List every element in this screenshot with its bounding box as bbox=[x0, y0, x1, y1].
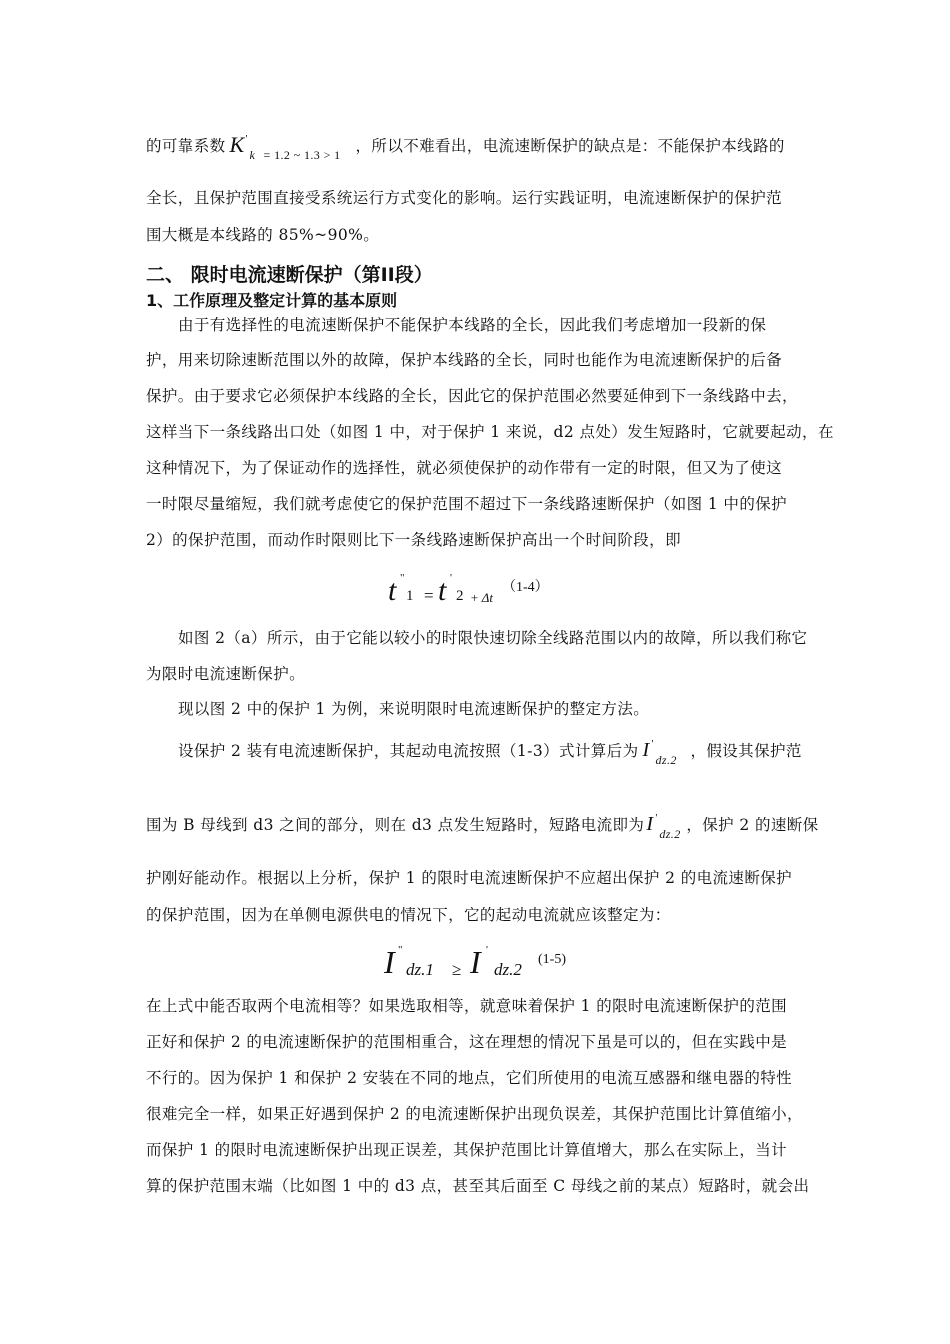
paragraph-5-line-1-post: ，假设其保护范 bbox=[690, 742, 802, 760]
eq2-I1: I bbox=[384, 944, 395, 980]
formula-K-range: = 1.2 ~ 1.3 > 1 bbox=[263, 148, 341, 162]
paragraph-1-line-1-pre: 的可靠系数 bbox=[146, 137, 226, 155]
paragraph-5-line-4: 的保护范围，因为在单侧电源供电的情况下，它的起动电流就应该整定为： bbox=[146, 906, 671, 924]
paragraph-1-line-2: 全长，且保护范围直接受系统运行方式变化的影响。运行实践证明，电流速断保护的保护范 bbox=[146, 189, 783, 207]
paragraph-2-line-1: 由于有选择性的电流速断保护不能保护本线路的全长，因此我们考虑增加一段新的保 bbox=[178, 316, 767, 334]
eq2-I2-sup: ' bbox=[486, 944, 488, 956]
reliability-coefficient-formula bbox=[226, 131, 356, 162]
current-I-dz2-formula bbox=[638, 736, 690, 767]
formula-I: I bbox=[642, 739, 650, 761]
short-circuit-current-formula bbox=[644, 810, 686, 841]
paragraph-6-line-6: 算的保护范围末端（比如图 1 中的 d3 点，甚至其后面至 C 母线之前的某点）短路时，就会出 bbox=[146, 1177, 810, 1195]
paragraph-6-line-5: 而保护 1 的限时电流速断保护出现正误差，其保护范围比计算值增大，那么在实际上，当计 bbox=[146, 1141, 788, 1159]
paragraph-2-line-7: 2）的保护范围，而动作时限则比下一条线路速断保护高出一个时间阶段，即 bbox=[146, 531, 681, 549]
paragraph-5-line-2 bbox=[146, 810, 819, 841]
paragraph-5-line-2-pre: 围为 B 母线到 d3 之间的部分，则在 d3 点发生短路时，短路电流即为 bbox=[146, 816, 645, 834]
paragraph-6-line-2: 正好和保护 2 的电流速断保护的范围相重合，这在理想的情况下虽是可以的，但在实践中是 bbox=[146, 1033, 788, 1051]
paragraph-5-line-3: 护刚好能动作。根据以上分析，保护 1 的限时电流速断保护不应超出保护 2 的电流速断保护 bbox=[146, 869, 793, 887]
eq1-t1: t bbox=[388, 574, 397, 607]
paragraph-2-line-2: 护，用来切除速断范围以外的故障，保护本线路的全长，同时也能作为电流速断保护的后备 bbox=[146, 351, 783, 369]
formula-I-2-sub: dz.2 bbox=[659, 827, 681, 841]
eq2-I1-sub: dz.1 bbox=[406, 960, 434, 979]
paragraph-5-line-1-pre: 设保护 2 装有电流速断保护，其起动电流按照（1-3）式计算后为 bbox=[178, 742, 639, 760]
formula-K-sub: k bbox=[249, 148, 256, 162]
paragraph-3-line-2: 为限时电流速断保护。 bbox=[146, 665, 306, 683]
paragraph-2-line-6: 一时限尽量缩短，我们就考虑使它的保护范围不超过下一条线路速断保护（如图 1 中的保护 bbox=[146, 495, 788, 513]
eq2-I2-sub: dz.2 bbox=[494, 960, 522, 979]
formula-I-prime: ' bbox=[651, 738, 654, 750]
formula-I-sub: dz.2 bbox=[655, 753, 677, 767]
eq2-I2: I bbox=[470, 944, 481, 980]
paragraph-2-line-4: 这样当下一条线路出口处（如图 1 中，对于保护 1 来说，d2 点处）发生短路时，它就要起动，在 bbox=[146, 423, 834, 441]
formula-I-2-prime: ' bbox=[655, 812, 658, 824]
paragraph-1-line-1-post: ，所以不难看出，电流速断保护的缺点是：不能保护本线路的 bbox=[355, 137, 785, 155]
formula-K: K bbox=[229, 132, 245, 157]
paragraph-1-line-3: 围大概是本线路的 85%~90%。 bbox=[146, 226, 380, 244]
paragraph-1-line-1 bbox=[146, 131, 785, 162]
eq1-t1-sub: 1 bbox=[406, 588, 414, 604]
paragraph-5-line-2-post: ，保护 2 的速断保 bbox=[686, 816, 819, 834]
eq1-t2-sub: 2 bbox=[456, 588, 464, 604]
formula-K-prime: ' bbox=[245, 133, 248, 145]
equation-1-5 bbox=[382, 944, 602, 984]
paragraph-5-line-1 bbox=[178, 736, 802, 767]
paragraph-6-line-3: 不行的。因为保护 1 和保护 2 安装在不同的地点，它们所使用的电流互感器和继电器的特性 bbox=[146, 1069, 793, 1087]
paragraph-6-line-1: 在上式中能否取两个电流相等？如果选取相等，就意味着保护 1 的限时电流速断保护的范围 bbox=[146, 997, 788, 1015]
paragraph-2-line-5: 这种情况下，为了保证动作的选择性，就必须使保护的动作带有一定的时限，但又为了使这 bbox=[146, 459, 783, 477]
eq2-number: (1-5) bbox=[538, 952, 566, 967]
paragraph-3-line-1: 如图 2（a）所示，由于它能以较小的时限快速切除全线路范围以内的故障，所以我们称它 bbox=[178, 629, 808, 647]
eq1-plus-delta: + Δt bbox=[470, 590, 494, 605]
eq1-t2: t bbox=[438, 574, 447, 607]
section-heading: 二、 限时电流速断保护（第II段） bbox=[146, 264, 433, 286]
paragraph-4: 现以图 2 中的保护 1 为例，来说明限时电流速断保护的整定方法。 bbox=[178, 700, 650, 718]
formula-I-2: I bbox=[646, 813, 654, 835]
eq1-equals: = bbox=[424, 586, 434, 605]
subsection-heading: 1、工作原理及整定计算的基本原则 bbox=[146, 291, 398, 310]
eq1-number: （1-4） bbox=[502, 580, 549, 595]
eq2-I1-sup: " bbox=[398, 944, 403, 956]
eq1-t1-sup: " bbox=[400, 572, 405, 584]
eq1-t2-sup: ' bbox=[450, 572, 452, 584]
paragraph-2-line-3: 保护。由于要求它必须保护本线路的全长，因此它的保护范围必然要延伸到下一条线路中去， bbox=[146, 387, 798, 405]
eq2-ge: ≥ bbox=[452, 960, 462, 979]
equation-1-4 bbox=[386, 572, 586, 612]
paragraph-6-line-4: 很难完全一样，如果正好遇到保护 2 的电流速断保护出现负误差，其保护范围比计算值缩小， bbox=[146, 1105, 803, 1123]
